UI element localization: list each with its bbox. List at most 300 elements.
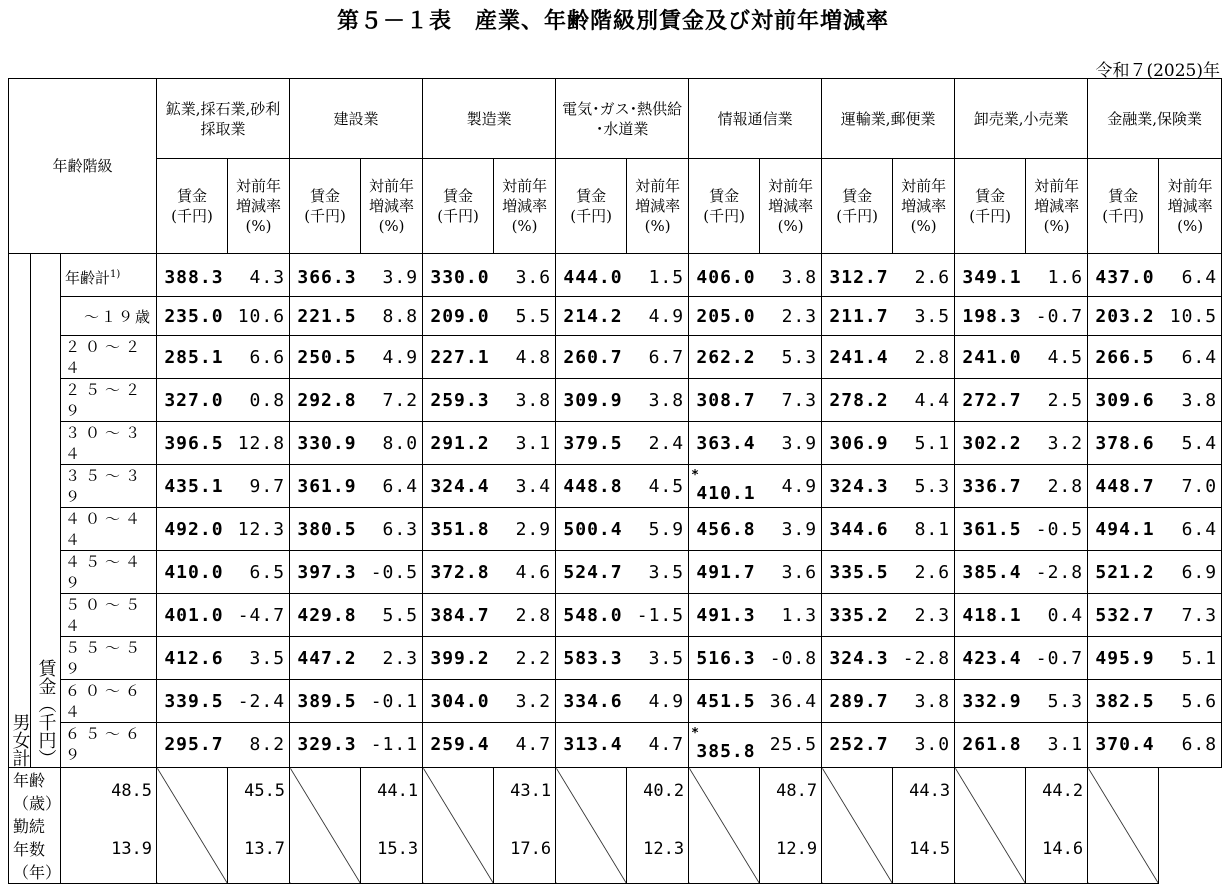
wage-value [955,594,1026,637]
wage-value [689,336,760,379]
change-value: 5.5 [361,594,423,637]
summary-value: 44.2 [1026,768,1088,815]
wage-value [822,551,893,594]
change-value: 6.5 [228,551,290,594]
table-row [9,465,1222,508]
wage-number: 397.3 [297,561,357,583]
change-value: 12.8 [228,422,290,465]
wage-value [423,594,494,637]
wage-value [157,551,228,594]
wage-number: 492.0 [164,518,224,540]
wage-header: 賃金 (千円) [290,159,361,254]
wage-number: 521.2 [1095,561,1155,583]
change-header: 対前年 増減率 (%) [1159,159,1222,254]
wage-value [556,680,627,723]
change-value: 3.5 [893,297,955,336]
wage-number: 379.5 [563,432,623,454]
wage-number: 456.8 [696,518,756,540]
wage-number: 211.7 [829,305,889,327]
change-value: 4.7 [627,723,689,768]
change-value: 1.3 [760,594,822,637]
change-value: 5.3 [760,336,822,379]
change-value: 6.8 [1159,723,1222,768]
wage-value [157,508,228,551]
age-text: ３５～３９ [65,467,146,506]
change-header: 対前年 増減率 (%) [893,159,955,254]
wage-value [157,422,228,465]
change-value: -2.8 [893,637,955,680]
wage-header: 賃金 (千円) [423,159,494,254]
wage-value [689,379,760,422]
change-value: 5.6 [1159,680,1222,723]
change-value: 6.4 [1159,254,1222,297]
change-value: 3.9 [361,254,423,297]
industry-header: 情報通信業 [689,79,822,159]
change-value: 5.5 [494,297,556,336]
footnote-mark: 1) [110,268,121,280]
age-text: ６０～６４ [65,682,146,721]
wage-number: 335.5 [829,561,889,583]
wage-number: 406.0 [696,266,756,288]
age-text: 年齢計 [65,268,111,287]
summary-value: 15.3 [361,814,423,884]
wage-value [556,254,627,297]
wage-number: 491.3 [696,604,756,626]
year-note: 令和７(2025)年 [1095,61,1220,81]
wage-value [290,723,361,768]
wage-value [290,637,361,680]
change-value: 4.8 [494,336,556,379]
wage-number: 372.8 [430,561,490,583]
change-value: 4.9 [361,336,423,379]
change-header: 対前年 増減率 (%) [760,159,822,254]
change-header: 対前年 増減率 (%) [1026,159,1088,254]
wage-number: 205.0 [696,305,756,327]
summary-value: 44.1 [361,768,423,815]
table-row [9,297,1222,336]
industry-header: 卸売業,小売業 [955,79,1088,159]
change-value: 3.0 [893,723,955,768]
change-value: 5.3 [1026,680,1088,723]
wage-value [955,723,1026,768]
wage-number: 292.8 [297,389,357,411]
wage-number: 448.7 [1095,475,1155,497]
change-value: 8.0 [361,422,423,465]
change-header: 対前年 増減率 (%) [627,159,689,254]
table-header [9,79,1222,254]
change-value: 12.3 [228,508,290,551]
age-label [61,594,157,637]
empty-diagonal-cell [1088,768,1159,884]
wage-value [955,297,1026,336]
empty-diagonal-cell [157,768,228,884]
wage-number: 285.1 [164,346,224,368]
table-row [9,379,1222,422]
age-text: ６５～６９ [65,725,146,764]
wage-number: 385.4 [962,561,1022,583]
table-row [9,680,1222,723]
wage-number: 259.3 [430,389,490,411]
wage-number: 327.0 [164,389,224,411]
age-text: ２５～２９ [65,381,146,420]
wage-value [1088,336,1159,379]
wage-number: 389.5 [297,690,357,712]
wage-number: 380.5 [297,518,357,540]
change-value: -0.8 [760,637,822,680]
age-class-header: 年齢階級 [9,79,157,254]
wage-value [423,723,494,768]
wage-value [157,465,228,508]
empty-diagonal-cell [290,768,361,884]
wage-value [955,465,1026,508]
wage-value [822,680,893,723]
wage-number: 313.4 [563,733,623,755]
age-text: ５５～５９ [65,639,146,678]
summary-label: 勤続年数（年） [9,814,61,884]
wage-number: 370.4 [1095,733,1155,755]
wage-number: 388.3 [164,266,224,288]
wage-value [423,254,494,297]
age-label [61,551,157,594]
wage-number: 382.5 [1095,690,1155,712]
wage-value [689,297,760,336]
change-value: 2.4 [627,422,689,465]
change-value: 3.6 [494,254,556,297]
change-value: 3.5 [627,551,689,594]
wage-value [290,336,361,379]
industry-header: 電気･ガス･熱供給 ･水道業 [556,79,689,159]
wage-value [1088,551,1159,594]
wage-value [290,297,361,336]
change-value: 2.3 [361,637,423,680]
change-header: 対前年 増減率 (%) [361,159,423,254]
change-value: 4.3 [228,254,290,297]
wage-number: 241.0 [962,346,1022,368]
wage-value [556,336,627,379]
wage-number: 324.3 [829,475,889,497]
wage-value [955,508,1026,551]
summary-row [9,768,1222,815]
wage-number: 334.6 [563,690,623,712]
change-value: 6.6 [228,336,290,379]
empty-diagonal-cell [822,768,893,884]
change-header: 対前年 増減率 (%) [494,159,556,254]
wage-value [822,336,893,379]
wage-number: 418.1 [962,604,1022,626]
wage-value [1088,637,1159,680]
wage-value [1088,297,1159,336]
wage-number: 332.9 [962,690,1022,712]
wage-value [556,297,627,336]
table-row [9,508,1222,551]
change-value: 3.5 [627,637,689,680]
wage-header: 賃金 (千円) [955,159,1026,254]
table-footer [9,768,1222,884]
wage-header: 賃金 (千円) [556,159,627,254]
wage-number: 198.3 [962,305,1022,327]
empty-diagonal-cell [556,768,627,884]
wage-unit-label: 賃金（千円） [31,254,61,768]
wage-number: 304.0 [430,690,490,712]
summary-value: 43.1 [494,768,556,815]
change-value: 8.1 [893,508,955,551]
wage-value [423,297,494,336]
wage-number: 252.7 [829,733,889,755]
wage-number: 361.9 [297,475,357,497]
change-value: 3.5 [228,637,290,680]
change-value: 2.3 [760,297,822,336]
wage-value [556,465,627,508]
wage-value [822,637,893,680]
change-value: 6.4 [361,465,423,508]
change-value: 3.9 [760,508,822,551]
summary-value: 44.3 [893,768,955,815]
wage-value [1088,680,1159,723]
wage-number: 500.4 [563,518,623,540]
wage-value [290,594,361,637]
wage-number: 361.5 [962,518,1022,540]
wage-value [1088,379,1159,422]
change-value: 4.4 [893,379,955,422]
wage-number: 351.8 [430,518,490,540]
wage-value [955,379,1026,422]
wage-number: 324.4 [430,475,490,497]
wage-value [822,254,893,297]
table-row [9,551,1222,594]
change-value: 2.9 [494,508,556,551]
wage-value [556,508,627,551]
wage-number: 399.2 [430,647,490,669]
wage-value [423,465,494,508]
wage-number: 295.7 [164,733,224,755]
change-value: -0.7 [1026,637,1088,680]
wage-number: 524.7 [563,561,623,583]
wage-value [955,336,1026,379]
wage-number: 261.8 [962,733,1022,755]
industry-header: 金融業,保険業 [1088,79,1222,159]
wage-number: 308.7 [696,389,756,411]
wage-value [955,254,1026,297]
wage-value [423,379,494,422]
change-value: 3.8 [760,254,822,297]
change-value: 4.9 [627,297,689,336]
change-value: 5.1 [893,422,955,465]
table-row [9,422,1222,465]
change-value: 2.6 [893,254,955,297]
age-text: ２０～２４ [65,338,146,377]
wage-value [157,680,228,723]
wage-number: 396.5 [164,432,224,454]
wage-number: 241.4 [829,346,889,368]
change-value: 4.9 [760,465,822,508]
change-value: 2.8 [494,594,556,637]
wage-value [423,680,494,723]
wage-value [556,637,627,680]
change-value: 6.4 [1159,508,1222,551]
industry-header: 鉱業,採石業,砂利 採取業 [157,79,290,159]
summary-value: 17.6 [494,814,556,884]
summary-value: 12.3 [627,814,689,884]
change-value: -4.7 [228,594,290,637]
wage-number: 289.7 [829,690,889,712]
wage-header: 賃金 (千円) [1088,159,1159,254]
wage-value [157,723,228,768]
wage-value [157,594,228,637]
wage-number: 412.6 [164,647,224,669]
wage-number: 516.3 [696,647,756,669]
wage-number: 451.5 [696,690,756,712]
wage-value [822,723,893,768]
wage-number: 312.7 [829,266,889,288]
wage-value [157,637,228,680]
age-text: ３０～３４ [65,424,146,463]
age-label [61,508,157,551]
summary-value: 13.9 [61,814,157,884]
change-value: 2.3 [893,594,955,637]
change-value: 5.1 [1159,637,1222,680]
wage-value [1088,723,1159,768]
wage-value [822,297,893,336]
summary-value: 14.5 [893,814,955,884]
table-row [9,637,1222,680]
age-text: ４５～４９ [65,553,146,592]
wage-value [955,551,1026,594]
change-value: 4.7 [494,723,556,768]
age-label [61,637,157,680]
change-value: 36.4 [760,680,822,723]
wage-number: 203.2 [1095,305,1155,327]
change-value: 7.2 [361,379,423,422]
change-value: 5.9 [627,508,689,551]
wage-value [423,422,494,465]
wage-number: 447.2 [297,647,357,669]
wage-value [290,508,361,551]
change-value: 4.9 [627,680,689,723]
summary-label: 年齢（歳） [9,768,61,815]
wage-value [1088,508,1159,551]
age-text: ４０～４４ [65,510,146,549]
wage-number: 330.9 [297,432,357,454]
change-value: 9.7 [228,465,290,508]
change-value: 10.6 [228,297,290,336]
wage-number: 366.3 [297,266,357,288]
age-label [61,680,157,723]
wage-number: 491.7 [696,561,756,583]
wage-header: 賃金 (千円) [689,159,760,254]
age-label [61,422,157,465]
table-row [9,254,1222,297]
wage-value [689,637,760,680]
wage-number: 209.0 [430,305,490,327]
wage-number: 291.2 [430,432,490,454]
age-label [61,297,157,336]
age-text: ～１９歳 [84,307,153,326]
wage-value [822,422,893,465]
wage-header: 賃金 (千円) [822,159,893,254]
age-label [61,254,157,297]
wage-number: 260.7 [563,346,623,368]
wage-number: 494.1 [1095,518,1155,540]
wage-number: 278.2 [829,389,889,411]
wage-number: 583.3 [563,647,623,669]
wage-number: 262.2 [696,346,756,368]
wage-value [423,508,494,551]
wage-value [423,336,494,379]
wage-value [689,465,760,508]
wage-number: 410.1 [696,483,756,504]
change-value: 4.6 [494,551,556,594]
sex-label: 男女計 [9,254,31,768]
age-label [61,379,157,422]
change-value: 1.5 [627,254,689,297]
summary-value: 12.9 [760,814,822,884]
wage-value [556,723,627,768]
empty-diagonal-cell [423,768,494,884]
change-value: 3.6 [760,551,822,594]
wage-value [423,551,494,594]
change-value: 6.7 [627,336,689,379]
wage-value [689,594,760,637]
table-row [9,594,1222,637]
wage-number: 309.6 [1095,389,1155,411]
change-value: 2.5 [1026,379,1088,422]
change-value: 2.8 [1026,465,1088,508]
summary-value: 48.5 [61,768,157,815]
summary-value: 40.2 [627,768,689,815]
wage-value [822,594,893,637]
change-value: 0.4 [1026,594,1088,637]
change-value: 3.8 [893,680,955,723]
wage-number: 235.0 [164,305,224,327]
age-label [61,336,157,379]
wage-number: 444.0 [563,266,623,288]
wage-number: 339.5 [164,690,224,712]
empty-diagonal-cell [689,768,760,884]
wage-number: 429.8 [297,604,357,626]
change-value: 8.2 [228,723,290,768]
change-value: -1.1 [361,723,423,768]
summary-value: 13.7 [228,814,290,884]
wage-number: 250.5 [297,346,357,368]
wage-number: 349.1 [962,266,1022,288]
wage-number: 329.3 [297,733,357,755]
wage-number: 378.6 [1095,432,1155,454]
change-value: -1.5 [627,594,689,637]
change-value: 3.1 [1026,723,1088,768]
change-value: 3.4 [494,465,556,508]
change-value: 25.5 [760,723,822,768]
change-value: 0.8 [228,379,290,422]
age-text: ５０～５４ [65,596,146,635]
change-value: -0.5 [1026,508,1088,551]
change-value: 7.3 [1159,594,1222,637]
asterisk-mark: * [691,726,700,741]
change-value: -0.1 [361,680,423,723]
wage-value [689,422,760,465]
wage-value [157,254,228,297]
change-value: 1.6 [1026,254,1088,297]
wage-value [1088,465,1159,508]
change-value: 4.5 [1026,336,1088,379]
wage-value [556,551,627,594]
wage-header: 賃金 (千円) [157,159,228,254]
wage-value [1088,422,1159,465]
wage-number: 437.0 [1095,266,1155,288]
change-value: 2.6 [893,551,955,594]
wage-value [822,379,893,422]
change-value: 3.2 [1026,422,1088,465]
wage-number: 548.0 [563,604,623,626]
